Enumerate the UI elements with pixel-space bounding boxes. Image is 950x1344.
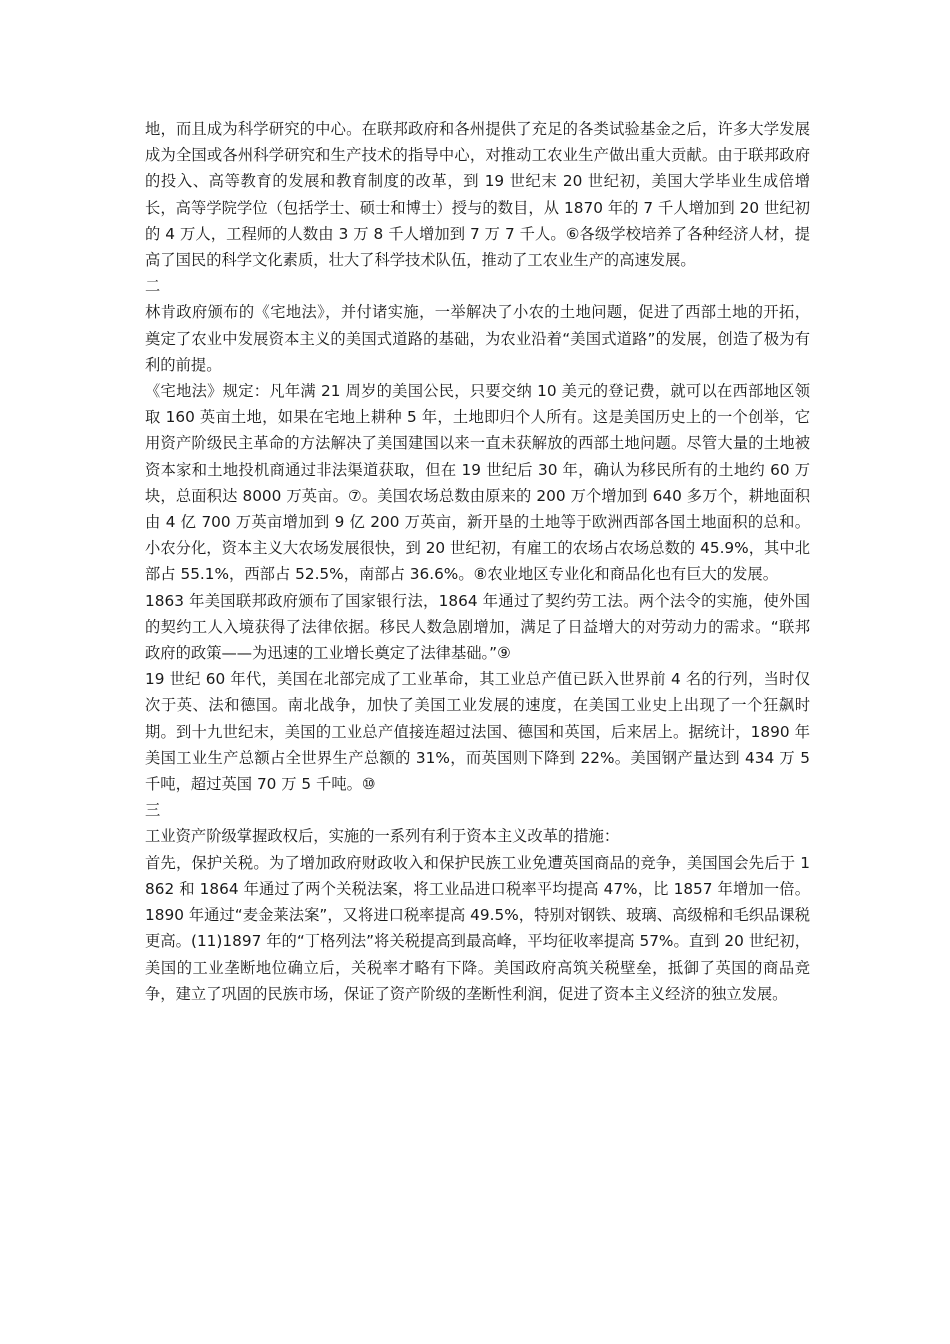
paragraph-protective-tariffs: 首先，保护关税。为了增加政府财政收入和保护民族工业免遭英国商品的竞争，美国国会先后于 1862 和 1864 年通过了两个关税法案，将工业品进口税率平均提高 47%，比 1857 年增加一倍。1890 年通过“麦金莱法案”，又将进口税率提高 49.5%，特别对钢铁、玻璃、高级棉和毛织品课税更高。(11)1897 年的“丁格列法”将关税提高到最高峰，平均征收率提高 57%。直到 20 世纪初，美国的工业垄断地位确立后，关税率才略有下降。美国政府高筑关税壁垒，抵御了英国的商品竞争，建立了巩固的民族市场，保证了资产阶级的垄断性利润，促进了资本主义经济的独立发展。 bbox=[145, 853, 810, 1003]
paragraph-industrial-revolution: 19 世纪 60 年代，美国在北部完成了工业革命，其工业总产值已跃入世界前 4 名的行列，当时仅次于英、法和德国。南北战争，加快了美国工业发展的速度，在美国工业史上出现了一个狂飙时期。到十九世纪末，美国的工业总产值接连超过法国、德国和英国，后来居上。据统计，1890 年美国工业生产总额占全世界生产总额的 31%，而英国则下降到 22%。美国钢产量达到 434 万 5 千吨，超过英国 70 万 5 千吨。⑩ bbox=[145, 670, 810, 794]
section-heading-three: 三 bbox=[145, 801, 161, 820]
document-body bbox=[145, 116, 810, 1007]
paragraph-homestead-act-details: 《宅地法》规定：凡年满 21 周岁的美国公民，只要交纳 10 美元的登记费，就可以在西部地区领取 160 英亩土地，如果在宅地上耕种 5 年，土地即归个人所有。这是美国历史上的一个创举，它用资产阶级民主革命的方法解决了美国建国以来一直未获解放的西部土地问题。尽管大量的土地被资本家和土地投机商通过非法渠道获取，但在 19 世纪后 30 年，确认为移民所有的土地约 60 万块，总面积达 8000 万英亩。⑦。美国农场总数由原来的 200 万个增加到 640 多万个，耕地面积由 4 亿 700 万英亩增加到 9 亿 200 万英亩，新开垦的土地等于欧洲西部各国土地面积的总和。小农分化，资本主义大农场发展很快，到 20 世纪初，有雇工的农场占农场总数的 45.9%，其中北部占 55.1%，西部占 52.5%，南部占 36.6%。⑧农业地区专业化和商品化也有巨大的发展。 bbox=[145, 382, 810, 584]
section-heading-two: 二 bbox=[145, 277, 161, 296]
paragraph-banking-labor-law: 1863 年美国联邦政府颁布了国家银行法，1864 年通过了契约劳工法。两个法令的实施，使外国的契约工人入境获得了法律依据。移民人数急剧增加，满足了日益增大的对劳动力的需求。“联邦政府的政策——为迅速的工业增长奠定了法律基础。”⑨ bbox=[145, 591, 810, 663]
paragraph-education-results: 地，而且成为科学研究的中心。在联邦政府和各州提供了充足的各类试验基金之后，许多大学发展成为全国或各州科学研究和生产技术的指导中心，对推动工农业生产做出重大贡献。由于联邦政府的投入、高等教育的发展和教育制度的改革，到 19 世纪末 20 世纪初，美国大学毕业生成倍增长，高等学院学位（包括学士、硕士和博士）授与的数目，从 1870 年的 7 千人增加到 20 世纪初的 4 万人，工程师的人数由 3 万 8 千人增加到 7 万 7 千人。⑥各级学校培养了各种经济人材，提高了国民的科学文化素质，壮大了科学技术队伍，推动了工农业生产的高速发展。 bbox=[145, 120, 810, 270]
paragraph-reform-measures-intro: 工业资产阶级掌握政权后，实施的一系列有利于资本主义改革的措施： bbox=[145, 827, 620, 846]
paragraph-homestead-act-intro: 林肯政府颁布的《宅地法》，并付诸实施，一举解决了小农的土地问题，促进了西部土地的开拓，奠定了农业中发展资本主义的美国式道路的基础，为农业沿着“美国式道路”的发展，创造了极为有利的前提。 bbox=[145, 303, 810, 374]
